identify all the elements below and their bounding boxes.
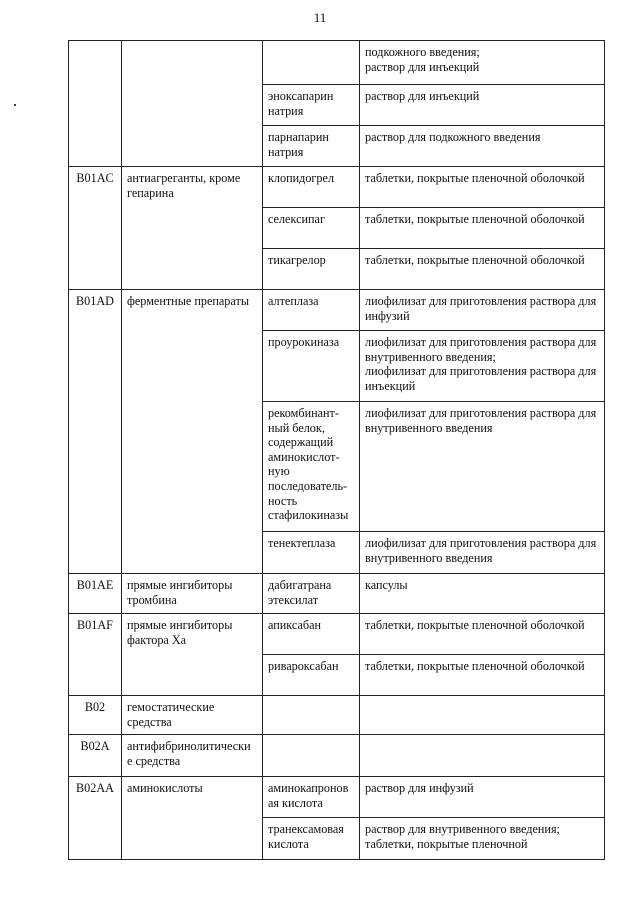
- table-row: [69, 818, 605, 860]
- drug-cell: [263, 41, 360, 85]
- table-row: [69, 614, 605, 655]
- atc-code-cell: B01AF: [69, 614, 122, 655]
- group-cell: [122, 532, 263, 574]
- atc-code-cell: B02AA: [69, 777, 122, 818]
- atc-code-cell: B01AD: [69, 290, 122, 331]
- group-cell: аминокислоты: [122, 777, 263, 818]
- table-row: [69, 126, 605, 167]
- table-row: [69, 777, 605, 818]
- atc-code-cell: B01AC: [69, 167, 122, 208]
- drug-cell: тикагрелор: [263, 249, 360, 290]
- group-cell: [122, 655, 263, 696]
- group-cell: ферментные препараты: [122, 290, 263, 331]
- group-cell: прямые ингибиторы фактора Xa: [122, 614, 263, 655]
- atc-code-cell: B02: [69, 696, 122, 735]
- form-cell: [360, 735, 605, 777]
- atc-code-cell: [69, 41, 122, 85]
- form-cell: таблетки, покрытые пленочной оболочкой: [360, 614, 605, 655]
- table-row: [69, 696, 605, 735]
- table-row: [69, 574, 605, 614]
- form-cell: капсулы: [360, 574, 605, 614]
- group-cell: [122, 126, 263, 167]
- form-cell: [360, 696, 605, 735]
- atc-code-cell: [69, 402, 122, 532]
- group-cell: антифибринолитически е средства: [122, 735, 263, 777]
- group-cell: антиагреганты, кроме гепарина: [122, 167, 263, 208]
- form-cell: лиофилизат для приготовления раствора для внутривенного введения; лиофилизат для приготовления раствора для инъекций: [360, 331, 605, 402]
- form-cell: подкожного введения; раствор для инъекций: [360, 41, 605, 85]
- atc-code-cell: [69, 208, 122, 249]
- table-row: [69, 735, 605, 777]
- table-row: [69, 249, 605, 290]
- table-row: [69, 208, 605, 249]
- drug-cell: эноксапарин натрия: [263, 85, 360, 126]
- drug-cell: апиксабан: [263, 614, 360, 655]
- drug-cell: [263, 735, 360, 777]
- drug-cell: клопидогрел: [263, 167, 360, 208]
- atc-code-cell: [69, 331, 122, 402]
- form-cell: раствор для инъекций: [360, 85, 605, 126]
- table-row: [69, 167, 605, 208]
- group-cell: [122, 85, 263, 126]
- table-row: [69, 402, 605, 532]
- drug-cell: селексипаг: [263, 208, 360, 249]
- atc-code-cell: B01AE: [69, 574, 122, 614]
- group-cell: гемостатические средства: [122, 696, 263, 735]
- atc-code-cell: [69, 249, 122, 290]
- atc-code-cell: [69, 532, 122, 574]
- form-cell: таблетки, покрытые пленочной оболочкой: [360, 655, 605, 696]
- group-cell: [122, 249, 263, 290]
- group-cell: [122, 818, 263, 860]
- form-cell: таблетки, покрытые пленочной оболочкой: [360, 167, 605, 208]
- group-cell: [122, 208, 263, 249]
- form-cell: раствор для инфузий: [360, 777, 605, 818]
- drug-table: [68, 40, 605, 860]
- atc-code-cell: [69, 655, 122, 696]
- group-cell: прямые ингибиторы тромбина: [122, 574, 263, 614]
- table-row: [69, 290, 605, 331]
- group-cell: [122, 331, 263, 402]
- atc-code-cell: [69, 818, 122, 860]
- drug-cell: тенектеплаза: [263, 532, 360, 574]
- atc-code-cell: B02A: [69, 735, 122, 777]
- form-cell: лиофилизат для приготовления раствора для инфузий: [360, 290, 605, 331]
- drug-cell: аминокапронов ая кислота: [263, 777, 360, 818]
- drug-cell: транексамовая кислота: [263, 818, 360, 860]
- drug-cell: [263, 696, 360, 735]
- group-cell: [122, 41, 263, 85]
- table-row: [69, 41, 605, 85]
- drug-cell: алтеплаза: [263, 290, 360, 331]
- table-row: [69, 532, 605, 574]
- atc-code-cell: [69, 126, 122, 167]
- drug-cell: ривароксабан: [263, 655, 360, 696]
- table-row: [69, 331, 605, 402]
- drug-cell: рекомбинант- ный белок, содержащий аминокислот- ную последователь- ность стафилокиназы: [263, 402, 360, 532]
- page-number: 11: [313, 10, 327, 25]
- form-cell: раствор для внутривенного введения; таблетки, покрытые пленочной: [360, 818, 605, 860]
- form-cell: таблетки, покрытые пленочной оболочкой: [360, 208, 605, 249]
- form-cell: лиофилизат для приготовления раствора для внутривенного введения: [360, 532, 605, 574]
- drug-cell: проурокиназа: [263, 331, 360, 402]
- scan-dot: [14, 104, 16, 106]
- drug-cell: дабигатрана этексилат: [263, 574, 360, 614]
- group-cell: [122, 402, 263, 532]
- table-row: [69, 85, 605, 126]
- form-cell: раствор для подкожного введения: [360, 126, 605, 167]
- table-row: [69, 655, 605, 696]
- drug-cell: парнапарин натрия: [263, 126, 360, 167]
- form-cell: таблетки, покрытые пленочной оболочкой: [360, 249, 605, 290]
- form-cell: лиофилизат для приготовления раствора для внутривенного введения: [360, 402, 605, 532]
- atc-code-cell: [69, 85, 122, 126]
